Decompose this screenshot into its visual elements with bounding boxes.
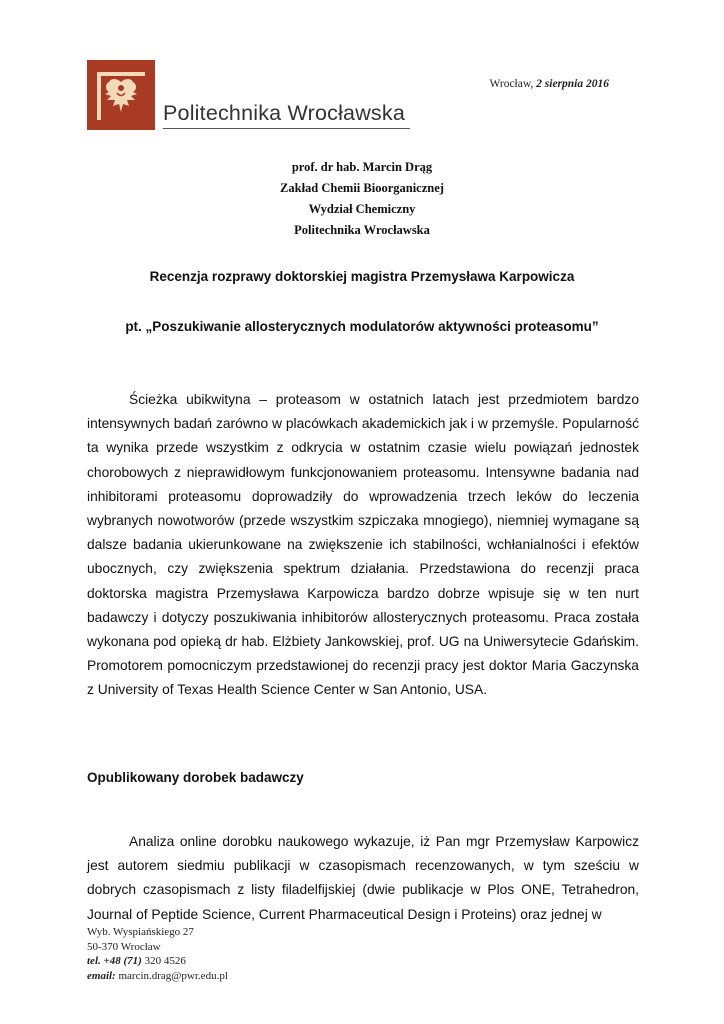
footer-city: 50-370 Wrocław (87, 940, 161, 953)
eagle-crest-icon (87, 60, 155, 130)
date-value: 2 sierpnia 2016 (536, 78, 609, 90)
addressee-line: Wydział Chemiczny (308, 202, 416, 216)
thesis-title: pt. „Poszukiwanie allosterycznych modulatorów aktywności proteasomu” (125, 319, 599, 334)
phone-number: 320 4526 (144, 955, 186, 968)
section-heading: Opublikowany dorobek badawczy (87, 770, 304, 785)
footer-phone (87, 954, 228, 969)
email-address[interactable]: marcin.drag@pwr.edu.pl (118, 969, 228, 982)
date-line (489, 78, 609, 90)
addressee-line: Zakład Chemii Bioorganicznej (280, 181, 444, 195)
footer-email (87, 969, 228, 984)
institution-name: Politechnika Wrocławska (163, 101, 405, 125)
addressee-line: prof. dr hab. Marcin Drąg (291, 160, 433, 174)
addressee-line: Politechnika Wrocławska (294, 223, 430, 237)
paragraph-publications: Analiza online dorobku naukowego wykazuje, iż Pan mgr Przemysław Karpowicz jest autorem siedmiu publikacji w czasopismach recenzowanych, w tym sześciu w dobrych czasopismach z listy filadelfijskiej (dwie publikacje w Plos ONE, Tetrahedron, Journal of Peptide Science, Current Pharmaceutical Design i Proteins) oraz jednej w (87, 834, 639, 922)
footer-address (87, 925, 228, 983)
date-place: Wrocław, (489, 78, 534, 90)
email-label: email: (87, 969, 116, 982)
phone-label: tel. +48 (71) (87, 955, 142, 968)
university-logo (87, 60, 155, 130)
footer-street: Wyb. Wyspiańskiego 27 (87, 926, 194, 938)
review-title: Recenzja rozprawy doktorskiej magistra Przemysława Karpowicza (149, 269, 575, 284)
paragraph-intro: Ścieżka ubikwityna – proteasom w ostatnich latach jest przedmiotem bardzo intensywnych badań zarówno w placówkach akademickich jak i w przemyśle. Popularność ta wynika przede wszystkim z odkrycia w ostatnim czasie wielu powiązań jednostek chorobowych z nieprawidłowym funkcjonowaniem proteasomu. Intensywne badania nad inhibitorami proteasomu doprowadziły do wprowadzenia trzech leków do leczenia wybranych nowotworów (przede wszystkim szpiczaka mnogiego), niemniej wymagane są dalsze badania ukierunkowane na zwiększenie ich stabilności, wchłanialności i efektów ubocznych, czy zwiększenia spektrum działania. Przedstawiona do recenzji praca doktorska magistra Przemysława Karpowicza bardzo dobrze wpisuje się w ten nurt badawczy i dotyczy poszukiwania inhibitorów allosterycznych proteasomu. Praca została wykonana pod opieką dr hab. Elżbiety Jankowskiej, prof. UG na Uniwersytecie Gdańskim. Promotorem pomocniczym przedstawionej do recenzji pracy jest doktor Maria Gaczynska z University of Texas Health Science Center w San Antonio, USA. (87, 392, 639, 698)
addressee-block (0, 157, 724, 241)
institution-underline (163, 128, 410, 129)
